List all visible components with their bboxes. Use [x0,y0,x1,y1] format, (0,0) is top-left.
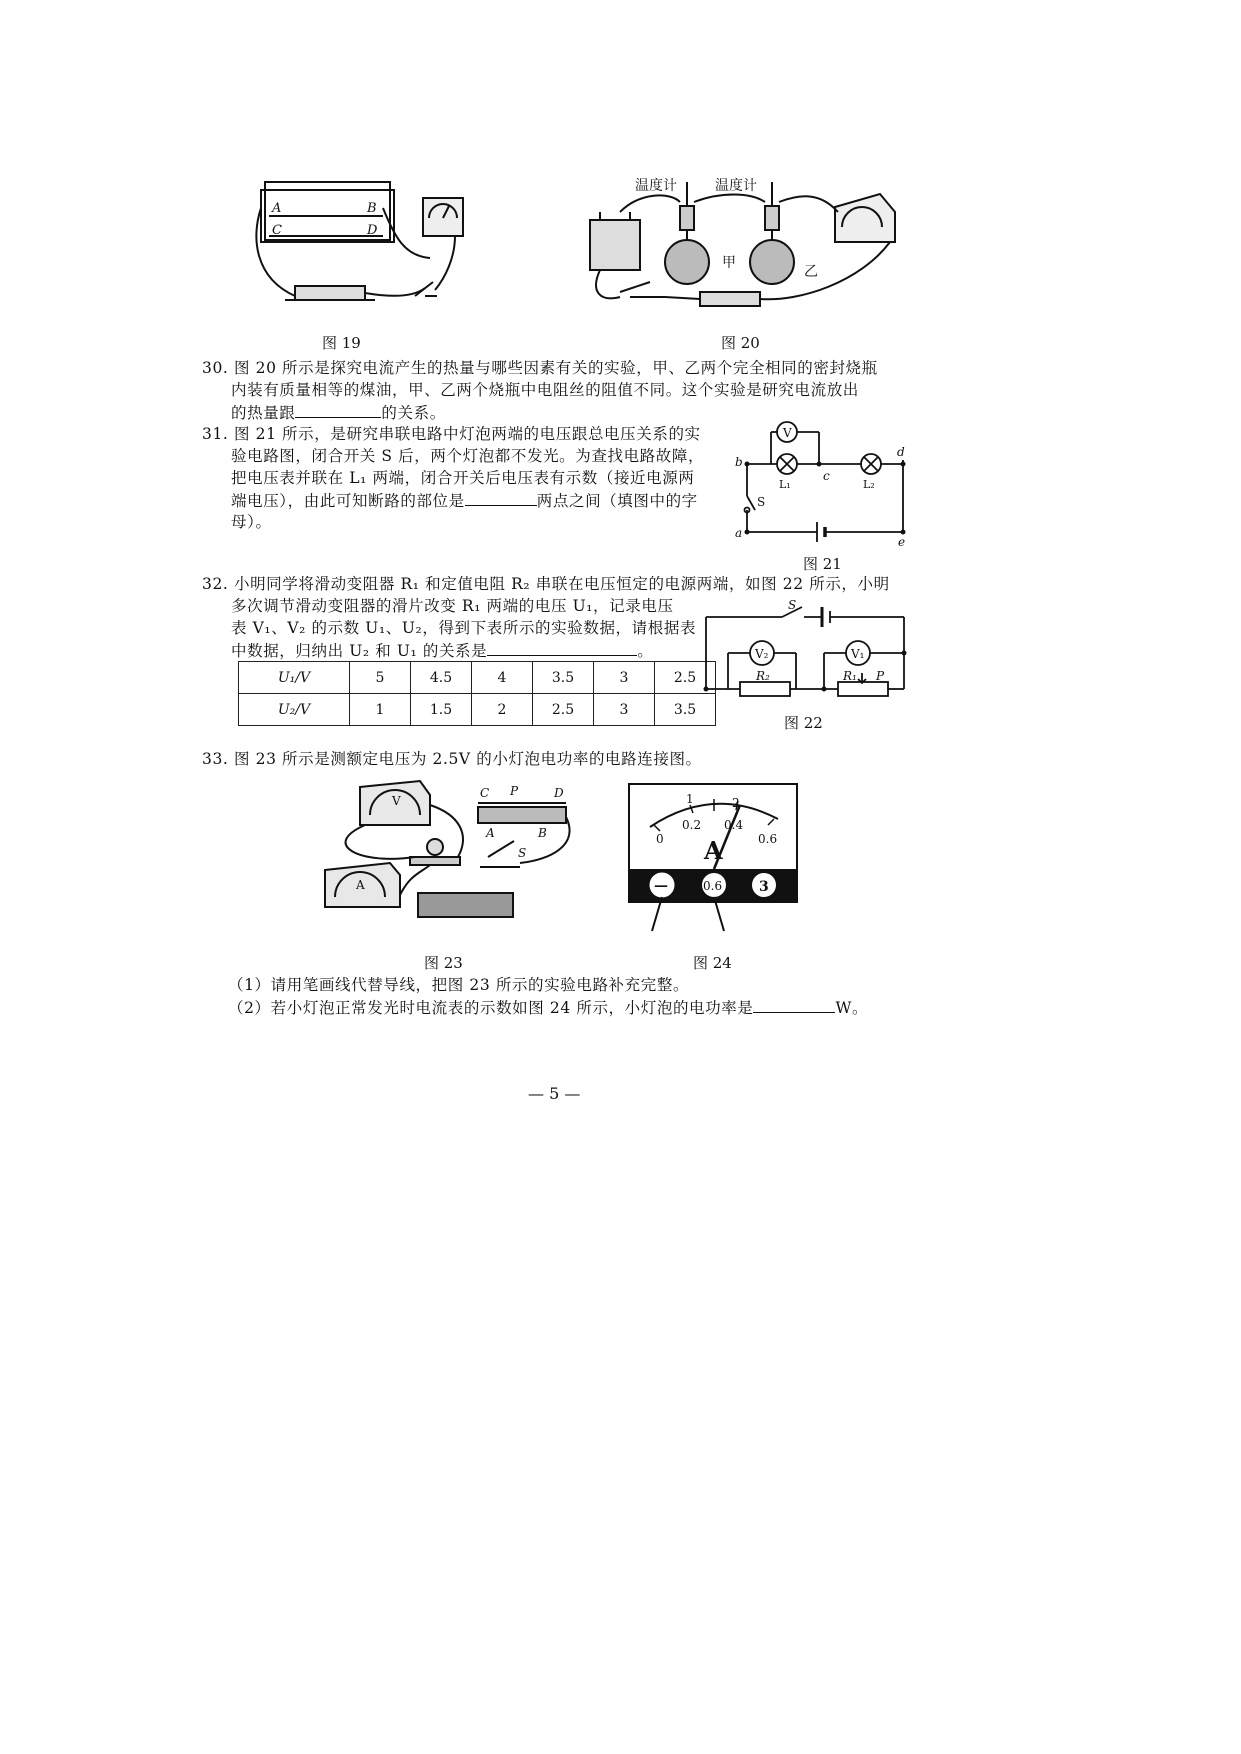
table-cell: 1 [350,694,411,726]
q33-answer-blank[interactable] [753,996,835,1013]
q30-line1: 30. 图 20 所示是探究电流产生的热量与哪些因素有关的实验，甲、乙两个完全相同的密封烧瓶 [202,359,878,377]
table-cell: 4 [472,662,533,694]
fig23-rheo-p: P [510,784,519,798]
fig22-slider-p: P [876,669,885,683]
q30-line3 [231,401,446,424]
q32-line4 [231,639,653,662]
fig23-rheo-c: C [480,786,490,800]
q30-line2: 内装有质量相等的煤油，甲、乙两个烧瓶中电阻丝的阻值不同。这个实验是研究电流放出 [231,381,859,399]
q32-line4-end: 。 [637,642,654,660]
fig24-scale-2: 2 [732,796,740,810]
table-row [239,694,716,726]
q31-line5: 母）。 [231,513,272,531]
q32-line3: 表 V₁、V₂ 的示数 U₁、U₂，得到下表所示的实验数据，请根据表 [231,619,697,637]
fig22-r2: R₂ [756,669,770,683]
q33-sub2 [228,996,868,1019]
fig22-r1: R₁ [843,669,857,683]
figure-19 [255,178,485,318]
fig23-rheo-d: D [554,786,564,800]
q32-answer-blank[interactable] [487,639,637,656]
fig21-lamp2: L₂ [863,478,875,491]
fig23-ammeter-label: A [356,878,365,892]
figure-21 [735,420,915,550]
q30-line3-end: 的关系。 [381,404,446,422]
figure-23 [320,775,585,935]
fig20-caption: 图 20 [721,334,760,352]
fig20-flask1: 甲 [722,255,736,271]
q33-sub1: （1）请用笔画线代替导线，把图 23 所示的实验电路补充完整。 [228,976,690,994]
table-header-u1: U₁/V [239,662,350,694]
fig21-node-c: c [823,469,830,483]
fig21-caption: 图 21 [803,555,842,573]
q31-line4 [231,489,698,512]
fig22-caption: 图 22 [784,714,823,732]
fig20-thermo2: 温度计 [715,178,757,194]
table-row [239,662,716,694]
q30-answer-blank[interactable] [295,401,381,418]
q31-line4-end: 两点之间（填图中的字 [536,492,698,510]
figure-20 [580,172,910,322]
fig21-node-b: b [735,455,743,469]
table-cell: 3 [594,694,655,726]
fig24-caption: 图 24 [693,954,732,972]
fig21-switch: S [757,495,766,509]
table-cell: 3.5 [533,662,594,694]
q33-sub2-start: （2）若小灯泡正常发光时电流表的示数如图 24 所示，小灯泡的电功率是 [228,999,754,1017]
figure-22 [700,595,915,705]
fig24-scale-1: 1 [686,792,694,806]
table-cell: 4.5 [411,662,472,694]
fig21-node-e: e [898,535,906,549]
fig22-v1: V₁ [851,647,865,661]
fig23-switch-s: S [518,846,527,860]
fig19-label-c: C [272,223,282,238]
fig19-label-a: A [272,201,282,216]
fig24-terminal-0-6: 0.6 [703,879,723,893]
fig23-voltmeter-label: V [392,794,401,808]
q32-line1: 32. 小明同学将滑动变阻器 R₁ 和定值电阻 R₂ 串联在电压恒定的电源两端，如图 22 所示，小明 [202,575,890,593]
q31-line2: 验电路图，闭合开关 S 后，两个灯泡都不发光。为查找电路故障， [231,447,705,465]
table-cell: 5 [350,662,411,694]
fig22-v2: V₂ [755,647,769,661]
fig23-caption: 图 23 [424,954,463,972]
fig24-unit-a: A [704,836,723,865]
table-cell: 2.5 [655,662,716,694]
fig23-rheo-b: B [538,826,547,840]
fig21-lamp1: L₁ [779,478,791,491]
fig24-scale-0-4: 0.4 [724,818,744,832]
table-cell: 1.5 [411,694,472,726]
fig24-terminal-neg: — [654,878,668,894]
table-cell: 2 [472,694,533,726]
fig24-scale-0-2: 0.2 [682,818,702,832]
table-cell: 2.5 [533,694,594,726]
table-cell: 3 [594,662,655,694]
fig23-rheo-a: A [486,826,495,840]
q32-line4-start: 中数据，归纳出 U₂ 和 U₁ 的关系是 [231,642,488,660]
q32-line2: 多次调节滑动变阻器的滑片改变 R₁ 两端的电压 U₁，记录电压 [231,597,674,615]
fig19-label-b: B [367,201,377,216]
table-header-u2: U₂/V [239,694,350,726]
q31-line1: 31. 图 21 所示，是研究串联电路中灯泡两端的电压跟总电压关系的实 [202,425,701,443]
fig22-switch: S [788,598,797,612]
fig24-scale-0: 0 [656,832,664,846]
q33-sub2-end: W。 [835,999,869,1017]
fig20-thermo1: 温度计 [635,178,677,194]
q30-line3-start: 的热量跟 [231,404,296,422]
q31-line4-start: 端电压），由此可知断路的部位是 [231,492,465,510]
q31-line3: 把电压表并联在 L₁ 两端，闭合开关后电压表有示数（接近电源两 [231,469,695,487]
fig19-caption: 图 19 [322,334,361,352]
fig21-voltmeter: V [783,426,792,440]
page-number: — 5 — [528,1084,581,1103]
q32-data-table [238,661,716,726]
q33-line1: 33. 图 23 所示是测额定电压为 2.5V 的小灯泡电功率的电路连接图。 [202,750,702,768]
figure-24 [628,783,800,933]
fig19-label-d: D [367,223,378,238]
table-cell: 3.5 [655,694,716,726]
fig20-flask2: 乙 [804,264,818,280]
fig24-terminal-3: 3 [759,879,769,895]
q31-answer-blank[interactable] [465,489,537,506]
fig21-node-d: d [897,445,905,459]
fig24-scale-0-6: 0.6 [758,832,778,846]
fig21-node-a: a [735,526,743,540]
